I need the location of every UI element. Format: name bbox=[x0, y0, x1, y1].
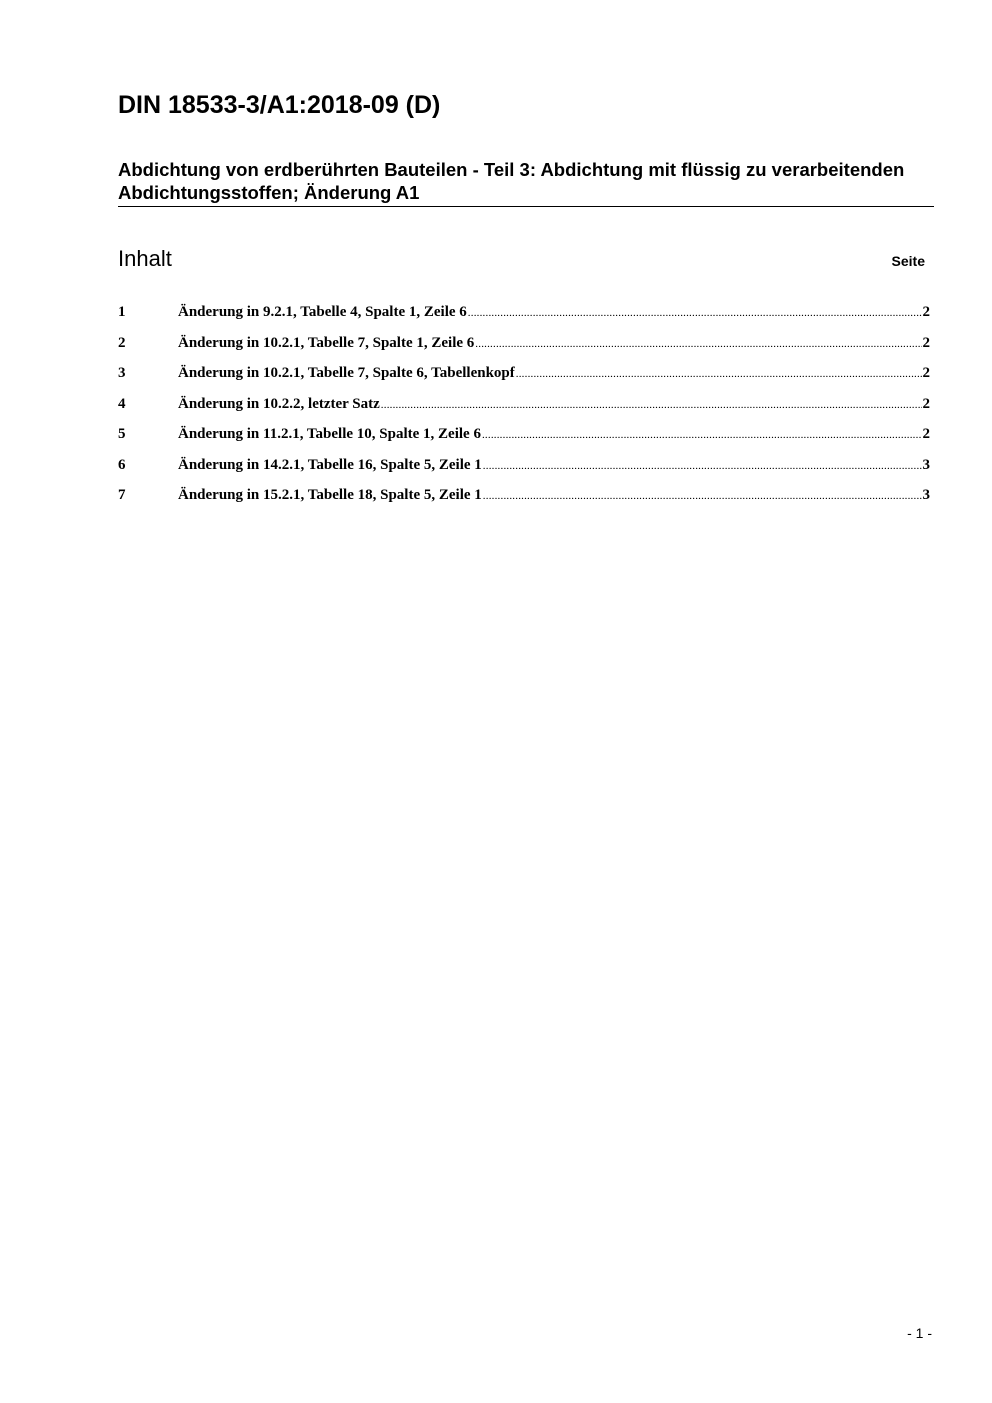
toc-entry-title[interactable]: Änderung in 10.2.1, Tabelle 7, Spalte 1, Zeile 6 bbox=[178, 334, 475, 351]
toc-entry-number: 5 bbox=[118, 426, 126, 442]
toc-dot-leader bbox=[516, 362, 922, 386]
toc-entry[interactable] bbox=[118, 392, 930, 423]
toc-dot-leader bbox=[475, 332, 921, 356]
toc-entry-page[interactable]: 2 bbox=[922, 426, 930, 442]
toc-entry[interactable] bbox=[118, 453, 930, 484]
toc-dot-leader bbox=[468, 301, 922, 325]
toc-entry-title[interactable]: Änderung in 14.2.1, Tabelle 16, Spalte 5, Zeile 1 bbox=[178, 456, 482, 473]
toc-entry-page[interactable]: 2 bbox=[922, 395, 930, 412]
document-title: Abdichtung von erdberührten Bauteilen - Teil 3: Abdichtung mit flüssig zu verarbeitenden Abdichtungsstoffen; Änderung A1 bbox=[118, 158, 934, 207]
table-of-contents bbox=[118, 300, 930, 514]
toc-dot-leader bbox=[381, 393, 922, 417]
toc-entry[interactable] bbox=[118, 331, 930, 362]
toc-entry-title[interactable]: Änderung in 15.2.1, Tabelle 18, Spalte 5, Zeile 1 bbox=[178, 487, 482, 503]
toc-entry-page[interactable]: 3 bbox=[922, 456, 930, 473]
document-id: DIN 18533-3/A1:2018-09 (D) bbox=[118, 91, 441, 119]
toc-entry-page[interactable]: 3 bbox=[922, 487, 930, 503]
toc-entry-title[interactable]: Änderung in 11.2.1, Tabelle 10, Spalte 1, Zeile 6 bbox=[178, 426, 481, 442]
toc-entry-number: 2 bbox=[118, 334, 126, 351]
toc-entry-title[interactable]: Änderung in 10.2.2, letzter Satz bbox=[178, 395, 380, 412]
page-number: - 1 - bbox=[907, 1325, 932, 1341]
toc-entry[interactable] bbox=[118, 483, 930, 514]
toc-entry[interactable] bbox=[118, 422, 930, 453]
toc-dot-leader bbox=[482, 423, 922, 447]
toc-entry-number: 3 bbox=[118, 365, 126, 381]
toc-page-column-label: Seite bbox=[891, 253, 925, 269]
toc-entry-title[interactable]: Änderung in 9.2.1, Tabelle 4, Spalte 1, Zeile 6 bbox=[178, 304, 467, 320]
toc-entry[interactable] bbox=[118, 300, 930, 331]
toc-entry[interactable] bbox=[118, 361, 930, 392]
toc-entry-page[interactable]: 2 bbox=[922, 334, 930, 351]
toc-entry-number: 7 bbox=[118, 487, 126, 503]
toc-entry-title[interactable]: Änderung in 10.2.1, Tabelle 7, Spalte 6, Tabellenkopf bbox=[178, 365, 515, 381]
toc-entry-number: 1 bbox=[118, 304, 126, 320]
toc-dot-leader bbox=[483, 484, 922, 508]
toc-entry-page[interactable]: 2 bbox=[922, 304, 930, 320]
toc-dot-leader bbox=[483, 454, 922, 478]
toc-entry-page[interactable]: 2 bbox=[922, 365, 930, 381]
toc-heading: Inhalt bbox=[118, 246, 172, 271]
toc-entry-number: 6 bbox=[118, 456, 126, 473]
toc-entry-number: 4 bbox=[118, 395, 126, 412]
